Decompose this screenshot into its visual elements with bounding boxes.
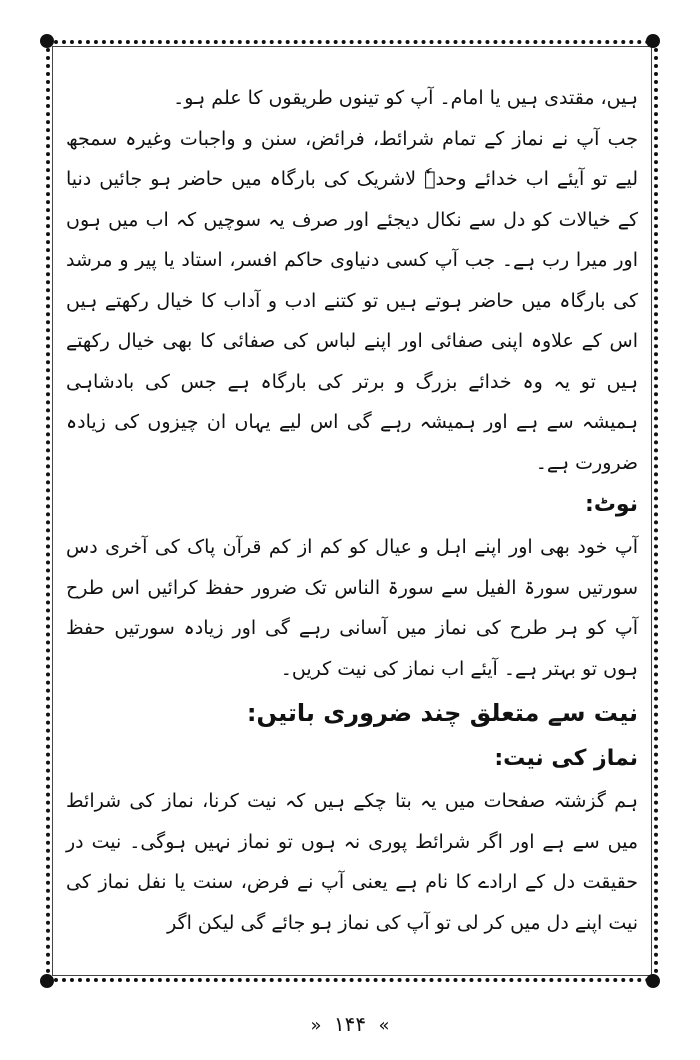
- corner-ornament: [40, 974, 54, 988]
- paragraph: آپ خود بھی اور اپنے اہل و عیال کو کم از کم قرآن پاک کی آخری دس سورتیں سورۃ الفیل سے سورۃ الناس تک ضرور حفظ کرائیں اس طرح آپ کو ہر طرح کی نماز میں آسانی رہے گی اور زیادہ سورتیں حفظ ہوں تو بہتر ہے۔ آیئے اب نماز کی نیت کریں۔: [66, 536, 638, 680]
- paragraph: جب آپ نے نماز کے تمام شرائط، فرائض، سنن و واجبات وغیرہ سمجھ لیے تو آیئے اب خدائے وحدہٗ لاشریک کی بارگاہ میں حاضر ہو جائیں دنیا کے خیالات کو دل سے نکال دیجئے اور صرف یہ سوچیں کہ اب میں ہوں اور میرا رب ہے۔ جب آپ کسی دنیاوی حاکم افسر، استاد یا پیر و مرشد کی بارگاہ میں حاضر ہوتے ہیں تو کتنے ادب و آداب کا خیال رکھتے ہیں اس کے علاوہ اپنی صفائی اور اپنے لباس کی صفائی کا بھی خیال رکھتے ہیں تو یہ وہ خدائے بزرگ و برتر کی بارگاہ ہے جس کی بادشاہی ہمیشہ سے ہے اور ہمیشہ رہے گی اس لیے یہاں ان چیزوں کی زیادہ ضرورت ہے۔: [66, 127, 638, 474]
- corner-ornament: [646, 34, 660, 48]
- corner-ornament: [646, 974, 660, 988]
- page-number: ۱۴۴: [333, 1012, 367, 1036]
- section-heading: نیت سے متعلق چند ضروری باتیں:: [246, 699, 638, 727]
- ornament-icon: «: [310, 1015, 322, 1036]
- section-heading: نماز کی نیت:: [494, 746, 638, 771]
- paragraph: ہم گزشتہ صفحات میں یہ بتا چکے ہیں کہ نیت کرنا، نماز کی شرائط میں سے ہے اور اگر شرائط پوری نہ ہوں تو نماز نہیں ہوگی۔ نیت در حقیقت دل کے ارادے کا نام ہے یعنی آپ نے فرض، سنت یا نفل نماز کی نیت اپنے دل میں کر لی تو آپ کی نماز ہو جائے گی لیکن اگر: [66, 790, 638, 934]
- paragraph: ہیں، مقتدی ہیں یا امام۔ آپ کو تینوں طریقوں کا علم ہو۔: [173, 87, 638, 109]
- page-footer: [0, 1012, 700, 1036]
- section-heading: نوٹ:: [585, 492, 638, 517]
- page-content: [66, 78, 638, 968]
- ornament-icon: »: [378, 1015, 390, 1036]
- corner-ornament: [40, 34, 54, 48]
